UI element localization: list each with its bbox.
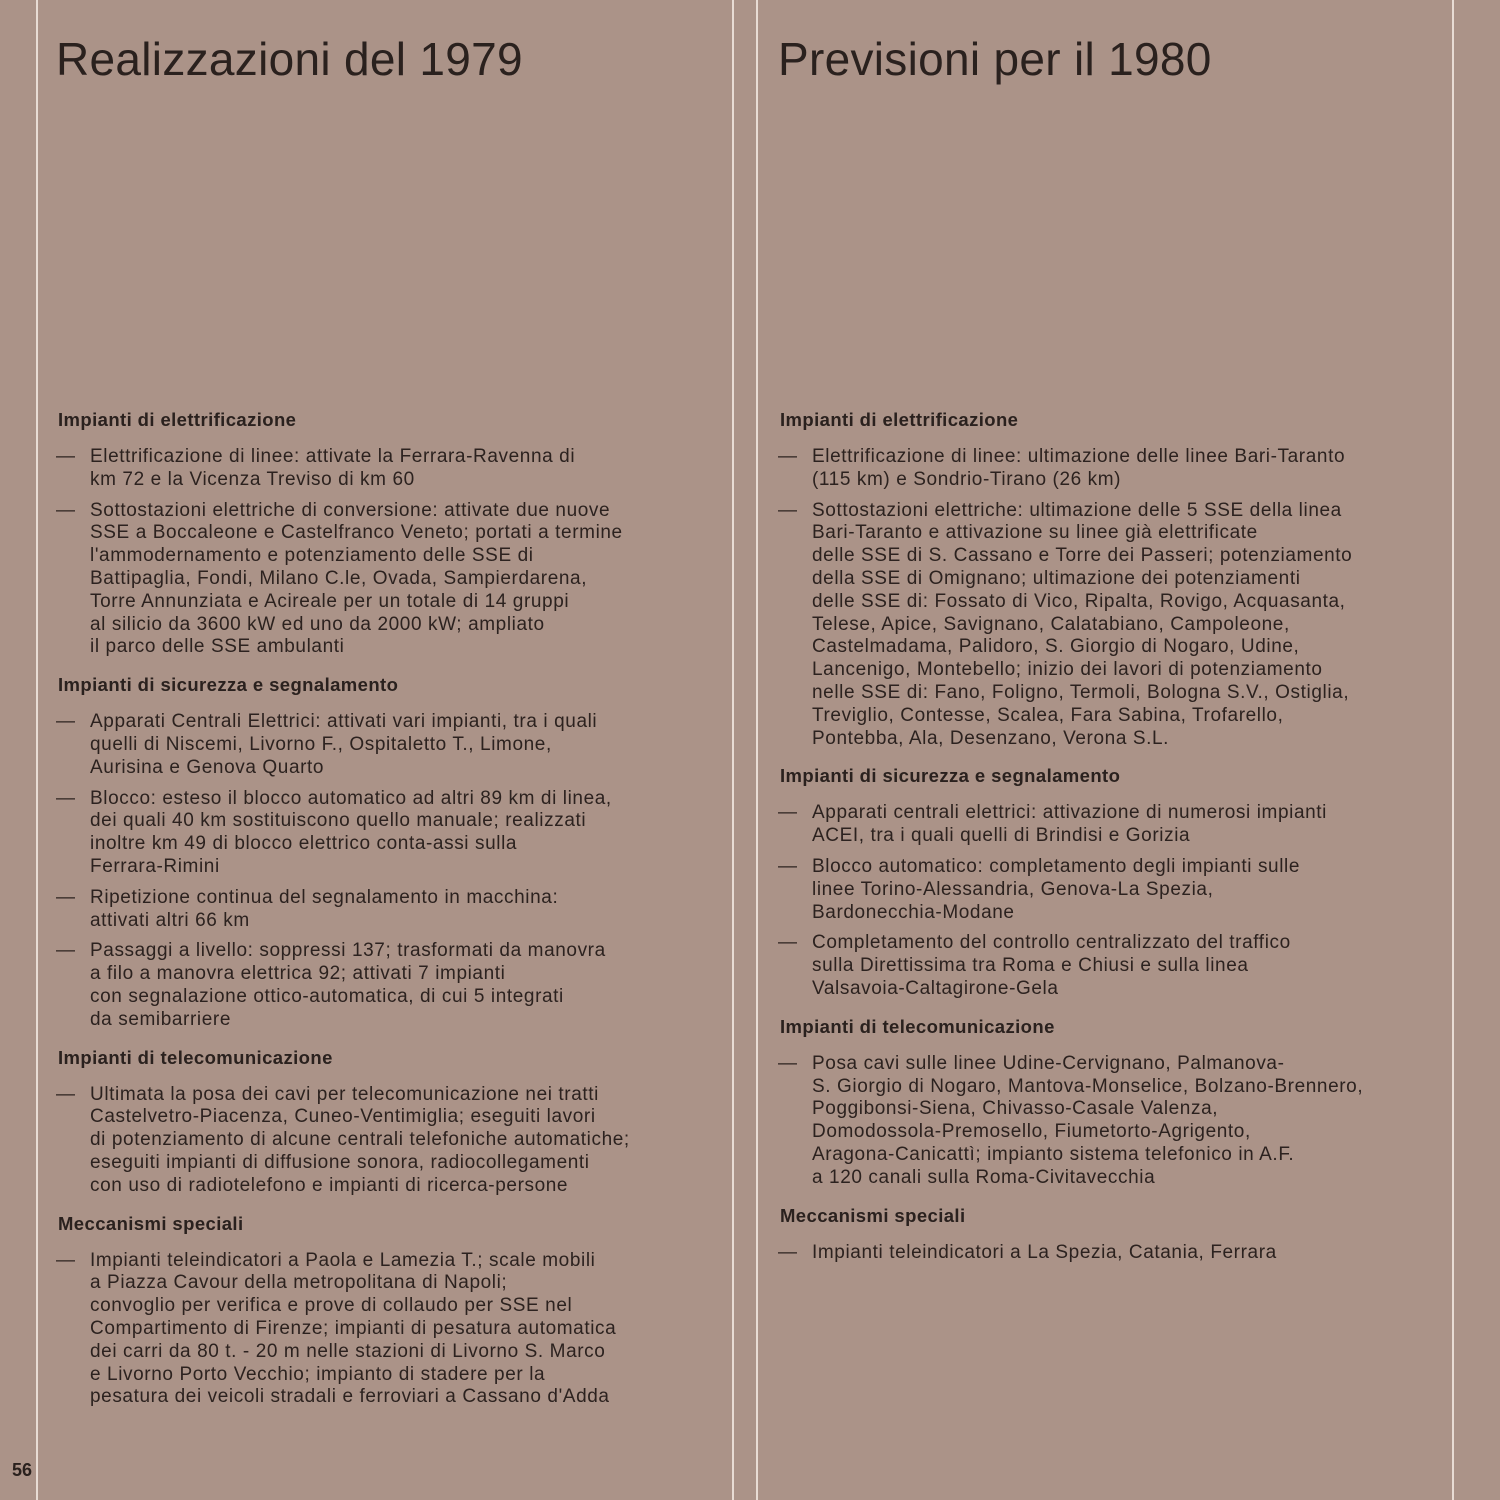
dash-bullet: — [56,499,76,521]
section-heading: Meccanismi speciali [58,1212,244,1234]
list-item-text: Blocco automatico: completamento degli impianti sulle linee Torino-Alessandria, Genova-La Spezia, Bardonecchia-Modane [812,855,1301,923]
section [56,1212,728,1410]
section [56,408,728,659]
dash-bullet: — [56,1083,76,1105]
list-item [56,711,728,779]
dash-bullet: — [778,1052,798,1074]
list-item [778,856,1448,924]
dash-bullet: — [778,932,798,954]
list-item [56,788,728,879]
list-item-text: Apparati Centrali Elettrici: attivati vari impianti, tra i quali quelli di Niscemi, Livorno F., Ospitaletto T., Limone, Aurisina e Genova Quarto [90,711,598,778]
section [778,1015,1448,1190]
list-item [778,802,1448,848]
list-item-text: Apparati centrali elettrici: attivazione di numerosi impianti ACEI, tra i quali quelli di Brindisi e Gorizia [812,802,1327,847]
list-item-text: Blocco: esteso il blocco automatico ad altri 89 km di linea, dei quali 40 km sostituiscono quello manuale; realizzati inoltre km 49 di blocco elettrico conta-assi sulla Ferrara-Rimini [90,787,612,877]
list-item [778,446,1448,492]
section-heading: Impianti di sicurezza e segnalamento [780,765,1121,787]
dash-bullet: — [56,940,76,962]
section [56,673,728,1031]
dash-bullet: — [778,1241,798,1263]
dash-bullet: — [56,886,76,908]
list-item-text: Ultimata la posa dei cavi per telecomunicazione nei tratti Castelvetro-Piacenza, Cuneo-Ventimiglia; eseguiti lavori di potenziamento di alcune centrali telefoniche automatiche; eseguiti impianti di diffusione sonora, radiocollegamenti con uso di radiotelefono e impianti di ricerca-persone [90,1083,630,1196]
list-item [56,446,728,492]
margin-rule-left [36,0,38,1500]
list-item [56,500,728,660]
list-item-text: Sottostazioni elettriche: ultimazione delle 5 SSE della linea Bari-Taranto e attivazione su linee già elettrificate delle SSE di S. Cassano e Torre dei Passeri; potenziamento della SSE di Omignano; ultimazione dei potenziamenti delle SSE di: Fossato di Vico, Ripalta, Rovigo, Acquasanta, Telese, Apice, Savignano, Calatabiano, Campoleone, Castelmadama, Palidoro, S. Giorgio di Nogaro, Udine, Lancenigo, Montebello; inizio dei lavori di potenziamento nelle SSE di: Fano, Foligno, Termoli, Bologna S.V., Ostiglia, Treviglio, Contesse, Scalea, Fara Sabina, Trofarello, Pontebba, Ala, Desenzano, Verona S.L. [812,499,1353,749]
dash-bullet: — [778,802,798,824]
list-item-text: Sottostazioni elettriche di conversione: attivate due nuove SSE a Boccaleone e Castelfranco Veneto; portati a termine l'ammodernamento e potenziamento delle SSE di Battipaglia, Fondi, Milano C.le, Ovada, Sampierdarena, Torre Annunziata e Acireale per un totale di 14 gruppi al silicio da 3600 kW ed uno da 2000 kW; ampliato il parco delle SSE ambulanti [90,499,623,658]
section-heading: Impianti di telecomunicazione [780,1015,1055,1037]
list-item-text: Elettrificazione di linee: ultimazione delle linee Bari-Taranto (115 km) e Sondrio-Tirano (26 km) [812,446,1346,490]
left-column-title: Realizzazioni del 1979 [56,33,523,85]
section-heading: Impianti di telecomunicazione [58,1046,333,1068]
list-item-text: Impianti teleindicatori a Paola e Lamezia T.; scale mobili a Piazza Cavour della metropolitana di Napoli; convoglio per verifica e prove di collaudo per SSE nel Compartimento di Firenze; impianti di pesatura automatica dei carri da 80 t. - 20 m nelle stazioni di Livorno S. Marco e Livorno Porto Vecchio; impianto di stadere per la pesatura dei veicoli stradali e ferroviari a Cassano d'Adda [90,1249,617,1408]
list-item [56,1250,728,1410]
dash-bullet: — [778,446,798,467]
section [778,764,1448,1000]
list-item-text: Posa cavi sulle linee Udine-Cervignano, Palmanova- S. Giorgio di Nogaro, Mantova-Monselice, Bolzano-Brennero, Poggibonsi-Siena, Chivasso-Casale Valenza, Domodossola-Premosello, Fiumetorto-Agrigento, Aragona-Canicattì; impianto sistema telefonico in A.F. a 120 canali sulla Roma-Civitavecchia [812,1052,1364,1188]
section-heading: Impianti di sicurezza e segnalamento [58,674,399,696]
list-item [56,1084,728,1198]
right-column-title: Previsioni per il 1980 [778,33,1212,85]
right-column-content [778,408,1448,1278]
column-rule-center-right [756,0,758,1500]
list-item [778,500,1448,751]
dash-bullet: — [778,499,798,521]
list-item-text: Ripetizione continua del segnalamento in macchina: attivati altri 66 km [90,886,559,931]
column-rule-center-left [732,0,734,1500]
dash-bullet: — [56,1249,76,1271]
left-column-content [56,408,728,1423]
section [778,408,1448,750]
list-item-text: Completamento del controllo centralizzato del traffico sulla Direttissima tra Roma e Chiusi e sulla linea Valsavoia-Caltagirone-Gela [812,932,1291,999]
section-heading: Meccanismi speciali [780,1204,966,1226]
dash-bullet: — [56,711,76,733]
dash-bullet: — [56,446,76,467]
section-heading: Impianti di elettrificazione [58,409,297,430]
section [56,1046,728,1198]
list-item [778,1242,1448,1265]
list-item [56,940,728,1031]
dash-bullet: — [778,855,798,877]
list-item-text: Elettrificazione di linee: attivate la Ferrara-Ravenna di km 72 e la Vicenza Treviso di km 60 [90,446,576,490]
margin-rule-right [1452,0,1454,1500]
list-item-text: Impianti teleindicatori a La Spezia, Catania, Ferrara [812,1241,1277,1263]
section [778,1204,1448,1265]
section-heading: Impianti di elettrificazione [780,409,1019,430]
list-item [56,887,728,933]
page-number: 56 [12,1460,33,1480]
list-item [778,1053,1448,1190]
list-item-text: Passaggi a livello: soppressi 137; trasformati da manovra a filo a manovra elettrica 92; attivati 7 impianti con segnalazione ottico-automatica, di cui 5 integrati da semibarriere [90,940,606,1030]
list-item [778,932,1448,1000]
dash-bullet: — [56,787,76,809]
